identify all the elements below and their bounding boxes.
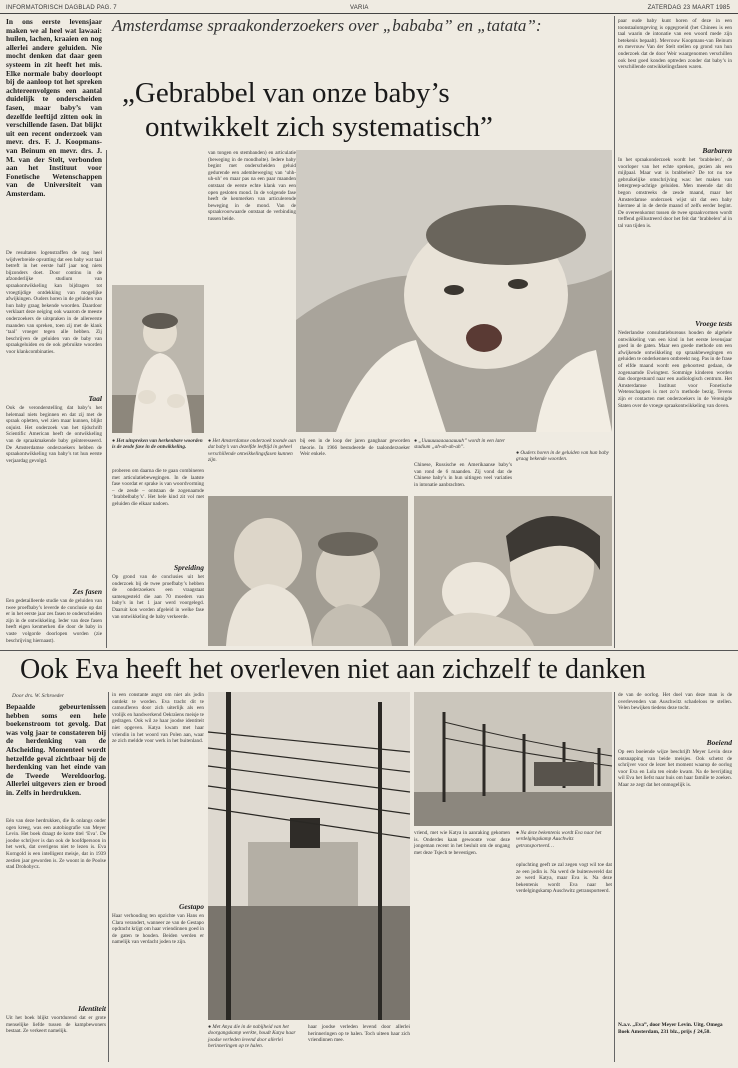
header-rule	[0, 13, 738, 14]
article1-col1-zes: Een gedetailleerde studie van de geluiden van twee proefbaby’s leverde de conclusie op dat er in het eerste jaar zes fasen te onderscheiden zijn in de ontwikkeling. Ieder van deze fasen heeft eigen kenmerken die door de baby in vaste volgorde doorlopen worden (zie beschrijving hiernaast).	[6, 598, 102, 644]
column-rule	[614, 692, 615, 1062]
article1-col1-body: De resultaten logenstraffen de nog heel wijdverbreide opvatting dat een baby wat taal betreft in het eerste half jaar nog niets bijzonders doet. Door continu in de afzonderlijke studium van spraakontwikkeling kan bijdragen tot vroegtijdige ontdekking van mogelijke afwijkingen. Ouders horen in de geluiden van hun baby graag bekende woorden. Daardoor verklaart deze neiging ook waarom de meeste onderzoekers de uitspraken in de allereerste maanden van spreken, toen zij met de klank ‘taal’ vroeger tegen alle hebben. Zij beschrijven de geluiden van de baby van spraakgeluiden en de ook gebruikte woorden voor klankcombinaties.	[6, 250, 102, 355]
article2-right-top: de van de oorlog. Het doel van deze man is de overlevenden van Auschwitz schadeloos te stellen. Velen bewijken tiedens deze tocht.	[618, 692, 732, 712]
subhead-spreiding: Spreiding	[173, 563, 204, 572]
column-rule	[108, 692, 109, 1062]
subhead-taal: Taal	[88, 394, 102, 403]
article1-right-top: paar oude baby kunt horen of deze in een toonstaalomgeving is opgegroeid (het Chinees is een taal waarin de intonatie van een woord mede zijn betekenis bepaalt). Mevrouw Koopmans-van Beinum en mevrouw Van der Stelt stellen op grond van hun onderzoek dat de door Weir waargenomen verschillen ook best goed konden optreden zonder dat baby’s in verschillende ontwikkelingsfasen waren.	[618, 18, 732, 71]
article2-lead: Bepaalde gebeurtenissen hebben soms een hele boekenstroom tot gevolg. Dat was volg jaar te constateren bij de herdenking van de Afscheiding. Momenteel wordt hetzelfde geval zichtbaar bij de herdenking van het einde van de Tweede Wereldoorlog. Allerlei uitgevers zien er brood in. Zelfs in herdrukken.	[6, 702, 106, 797]
article1-right-barbaren: In het spraakonderzoek wordt het ‘brabbelen’, de voorloper van het echte spreken, gezien als een mijlpaal. Maar wat is brabbelen? De tot nu toe gebruikelijke omschrijving was: het maken van lettergreep-achtige geluiden. Men meende dat dit begon omstreeks de zesde maand, maar het Amsterdamse onderzoek wijst uit dat een baby hiermee al in de derde maand of zelfs eerder begint. De overeenkomst tussen de twee spraakvormen wordt treffend geïllustreerd door het feit dat ‘brabbelen’ al in tal van tijden is.	[618, 157, 732, 229]
crying-baby-photo	[296, 150, 612, 432]
caption-middle-left: ● Het Amsterdamse onderzoek toonde aan dat baby’s van dezelfde leeftijd in geheel verschillende ontwikkelingsfasen kunnen zijn.	[208, 438, 296, 464]
article1-headline-line2: ontwikkelt zich systematisch”	[145, 111, 493, 143]
article1-col1-taal: Ook de veronderstelling dat baby’s het helemaal niets beginnen en dat zij met de spraak opletten, wel zien maar kunnen, blijkt onjuist. Het onderzoek van het tijdschrift Scientific American heeft de ontwikkeling van de spraakmakende baby geïnteresseerd. De Amsterdamse onderzoekers hebben de spraakontwikkeling van baby’s tot hun eerste verjaardag gevolgd.	[6, 405, 102, 464]
book-info: N.a.v. „Eva”, door Meyer Levin. Uitg. Omega Boek Amsterdam, 231 blz., prijs ƒ 24,50.	[618, 1022, 723, 1035]
subhead-zes-fasen: Zes fasen	[72, 587, 102, 596]
article1-right-vroege: Nederlandse consultatiebureaus houden de algehele ontwikkeling van een kind in het eerste levensjaar goed in de gaten. Maar een goede methode om een afwijkende ontwikkeling op spraakbewegingen en geluiden te onderkennen ontbreekt nog. Pas in de frase of elfde maand wordt een gehoortest gedaan, de zogenaamde Ewingtest. Sommige kinderen worden dan doorgestuurd naar een audiologisch centrum. Het Amsterdamse Instituut voor Fonetische Wetenschappen is met zo’n methode bezig. Tevens zijn er contacten met onderzoekers in de Verenigde Staten over de vroege spraakontwikkeling van doven.	[618, 330, 732, 409]
caption-uuuaaa: ● „Uuuuuuaaaaaauuuh” wordt in een later stadium „ah-ah-ah-ah”.	[414, 438, 505, 451]
caption-bekende-woorden: ● Ouders horen in de geluiden van hun baby graag bekende woorden.	[516, 450, 609, 463]
caption-auschwitz: ● Na deze bekentenis wordt Eva naar het verdelgingskamp Auschwitz getransporteerd…	[516, 830, 602, 849]
article2-headline: Ook Eva heeft het overleven niet aan zichzelf te danken	[20, 654, 646, 685]
page-header-date: ZATERDAG 23 MAART 1985	[647, 5, 730, 11]
article1-mid-col-a: bij een in de loop der jaren gangbaar geworden theorie. In 1966 bestudeerde de taalonderzoeker Weir enkele.	[300, 438, 410, 458]
article1-lead: In ons eerste levensjaar maken we al heel wat lawaai: huilen, lachen, kraaien en nog allerlei andere geluiden. Nie mocht denken dat daar geen systeem in zit heeft het mis. Elke normale baby doorloopt bij de aanloop tot het spreken achtereenvolgens een aantal duidelijk te onderscheiden fasen, maar baby’s van dezelfde leeftijd zitten ook in verschillende fasen. Dat blijkt uit een recent onderzoek van mevr. drs. F. J. Koopmans-van Beinum en mevr. drs. J. M. van der Stelt, verbonden aan het Instituut voor Fonetische Wetenschappen van de Universiteit van Amsterdam.	[6, 17, 102, 198]
mother-baby-photo	[414, 496, 612, 646]
article1-col2-lower: proberen om daarna die te gaan combineren met articulatiebewegingen. In de laatste fase voordat er sprake is van woordvorming – de zesde – ontstaan de zogenaamde ‘brabbelbaby’s’. Het hele kind zit vol met geluiden die elkaar nadoen.	[112, 468, 204, 507]
article2-mid-col-a: haar joodse verleden levend door allerlei herinneringen op te halen. Toch uiteen haar zich vriendinnen mee.	[308, 1024, 410, 1044]
article2-col1-body: Eén van deze herdrukken, die ik onlangs onder ogen kreeg, was een autobiografie van Meyer Levin. Het boek draagt de korte titel ‘Eva’. De joodse schrijver is dan ook de hoofdpersoon in het werk, dat overigens niet te lezen is. Eva Korngold is een intelligent meisje, dat in 1939 zestien jaar geworden is. Ze woont in de Poolse stad Drohobycz.	[6, 818, 106, 871]
article2-col1-identiteit: Uit het boek blijkt voortdurend dat er grote menselijke liefde tussen de kampbewoners bestaat. Ze verkeert namelijk.	[6, 1015, 106, 1035]
article1-col2-spreiding: Op grond van de conclusies uit het onderzoek bij de twee proefbaby’s hebben de onderzoekers een vraagstaat samengesteld die aan 70 moeders van baby’s in het 1 jaar werd voorgelegd. Daaruit kon worden afgeleid in welke fase van ontwikkeling de baby verkeerde.	[112, 574, 204, 620]
article1-mid-col-b: Chinese, Russische en Amerikaanse baby’s van rond de 6 maanden. Zij vond dat de Chinese baby’s in hun uitingen veel variaties in intonatie aanbrachten.	[414, 462, 512, 488]
article2-right-boeiend: Op een boeiende wijze beschrijft Meyer Levin deze ontsnapping van beide meisjes. Ook schetst de schrijver voor de lezer het moment waarop de oorlog voor Eva en Lola ten einde kwam. Na de bevrijding wil Eva het liefst naar huis om haar familie te zoeken. Maar ze zegt dat het onmogelijk is.	[618, 749, 732, 788]
article2-col2-body: in een constante angst om niet als jodin ontdekt te worden. Eva tracht dit te camoufleren door zich uiterlijk als een vrolijk en handwerkend Oekraïens meisje te gedragen. Ook wil ze haar joodse identiteit niet opgeven. Katya kwam met haar vriendin in het woord van Polen aan, waar ze zich meldde voor werk in het buitenland.	[112, 692, 204, 745]
camp-fence-photo	[414, 692, 612, 826]
article2-mid-col-b: vriend, met wie Katya in aanraking gekomen is. Onderdes kaan gewoonte voor deze jongeman recent in het besluit om de ongang met deze Tsjech te bevestigen.	[414, 830, 510, 856]
page-header-section: VARIA	[350, 5, 369, 11]
subhead-gestapo: Gestapo	[179, 902, 204, 911]
column-rule	[614, 16, 615, 648]
article1-headline-line1: „Gebrabbel van onze baby’s	[122, 77, 450, 109]
column-rule	[106, 150, 107, 648]
article2-col2-gestapo: Haar verhouding ten opzichte van Hans en Clara verandert, wanneer ze van de Gestapo opdracht krijgt om haar vriendinnen goed in de gaten te houden. Beiden werden er namelijk van verdacht joden te zijn.	[112, 913, 204, 946]
page-header-left: INFORMATORISCH DAGBLAD PAG. 7	[6, 5, 117, 11]
caption-anya: ● Met Anya die in de nabijheid van het doorgangskamp werkte, houdt Katya haar joodse verleden levend door allerlei herinneringen op te halen.	[208, 1024, 296, 1050]
subhead-vroege-tests: Vroege tests	[695, 319, 732, 328]
article2-byline: Door drs. W. Schroeder	[12, 693, 64, 699]
two-babies-photo	[208, 496, 408, 646]
subhead-identiteit: Identiteit	[78, 1004, 106, 1013]
article1-kicker: Amsterdamse spraakonderzoekers over „bababa” en „tatata”:	[112, 16, 542, 35]
article-divider	[0, 650, 738, 651]
caption-baby-sitting: ● Het uitspreken van herkenbare woorden is de zesde fase in de ontwikkeling.	[112, 438, 203, 451]
barbed-wire-photo	[208, 692, 410, 1020]
subhead-barbaren: Barbaren	[702, 146, 732, 155]
article2-mid-col-c: opluchting geeft ze zal zegen vogt wil toe dat ze een jodin is. Na werd de buitenwereld dat ze werd Katya, maar Eva is. Na deze bekentenis wordt Eva naar het verdelgingskamp Auschwitz getransporteerd.	[516, 862, 612, 895]
subhead-boeiend: Boeiend	[706, 738, 732, 747]
article1-col2-body: van tongen en stembanden) en articulatie (beweging in de mondholte). Iedere baby begint met onderscheiden geluid gedurende een adembeweging van ‘uhh-uh-uh’ en maar pas na een paar maanden ontstaat de eerste echte klank van een open gesloten mond. In de volgende fase heeft de kenmerken van articulerende beweging in de mond. Van de spraakvoorwaarde ontstaat de verbinding tussen beide.	[208, 150, 296, 222]
baby-sitting-photo	[112, 285, 204, 433]
